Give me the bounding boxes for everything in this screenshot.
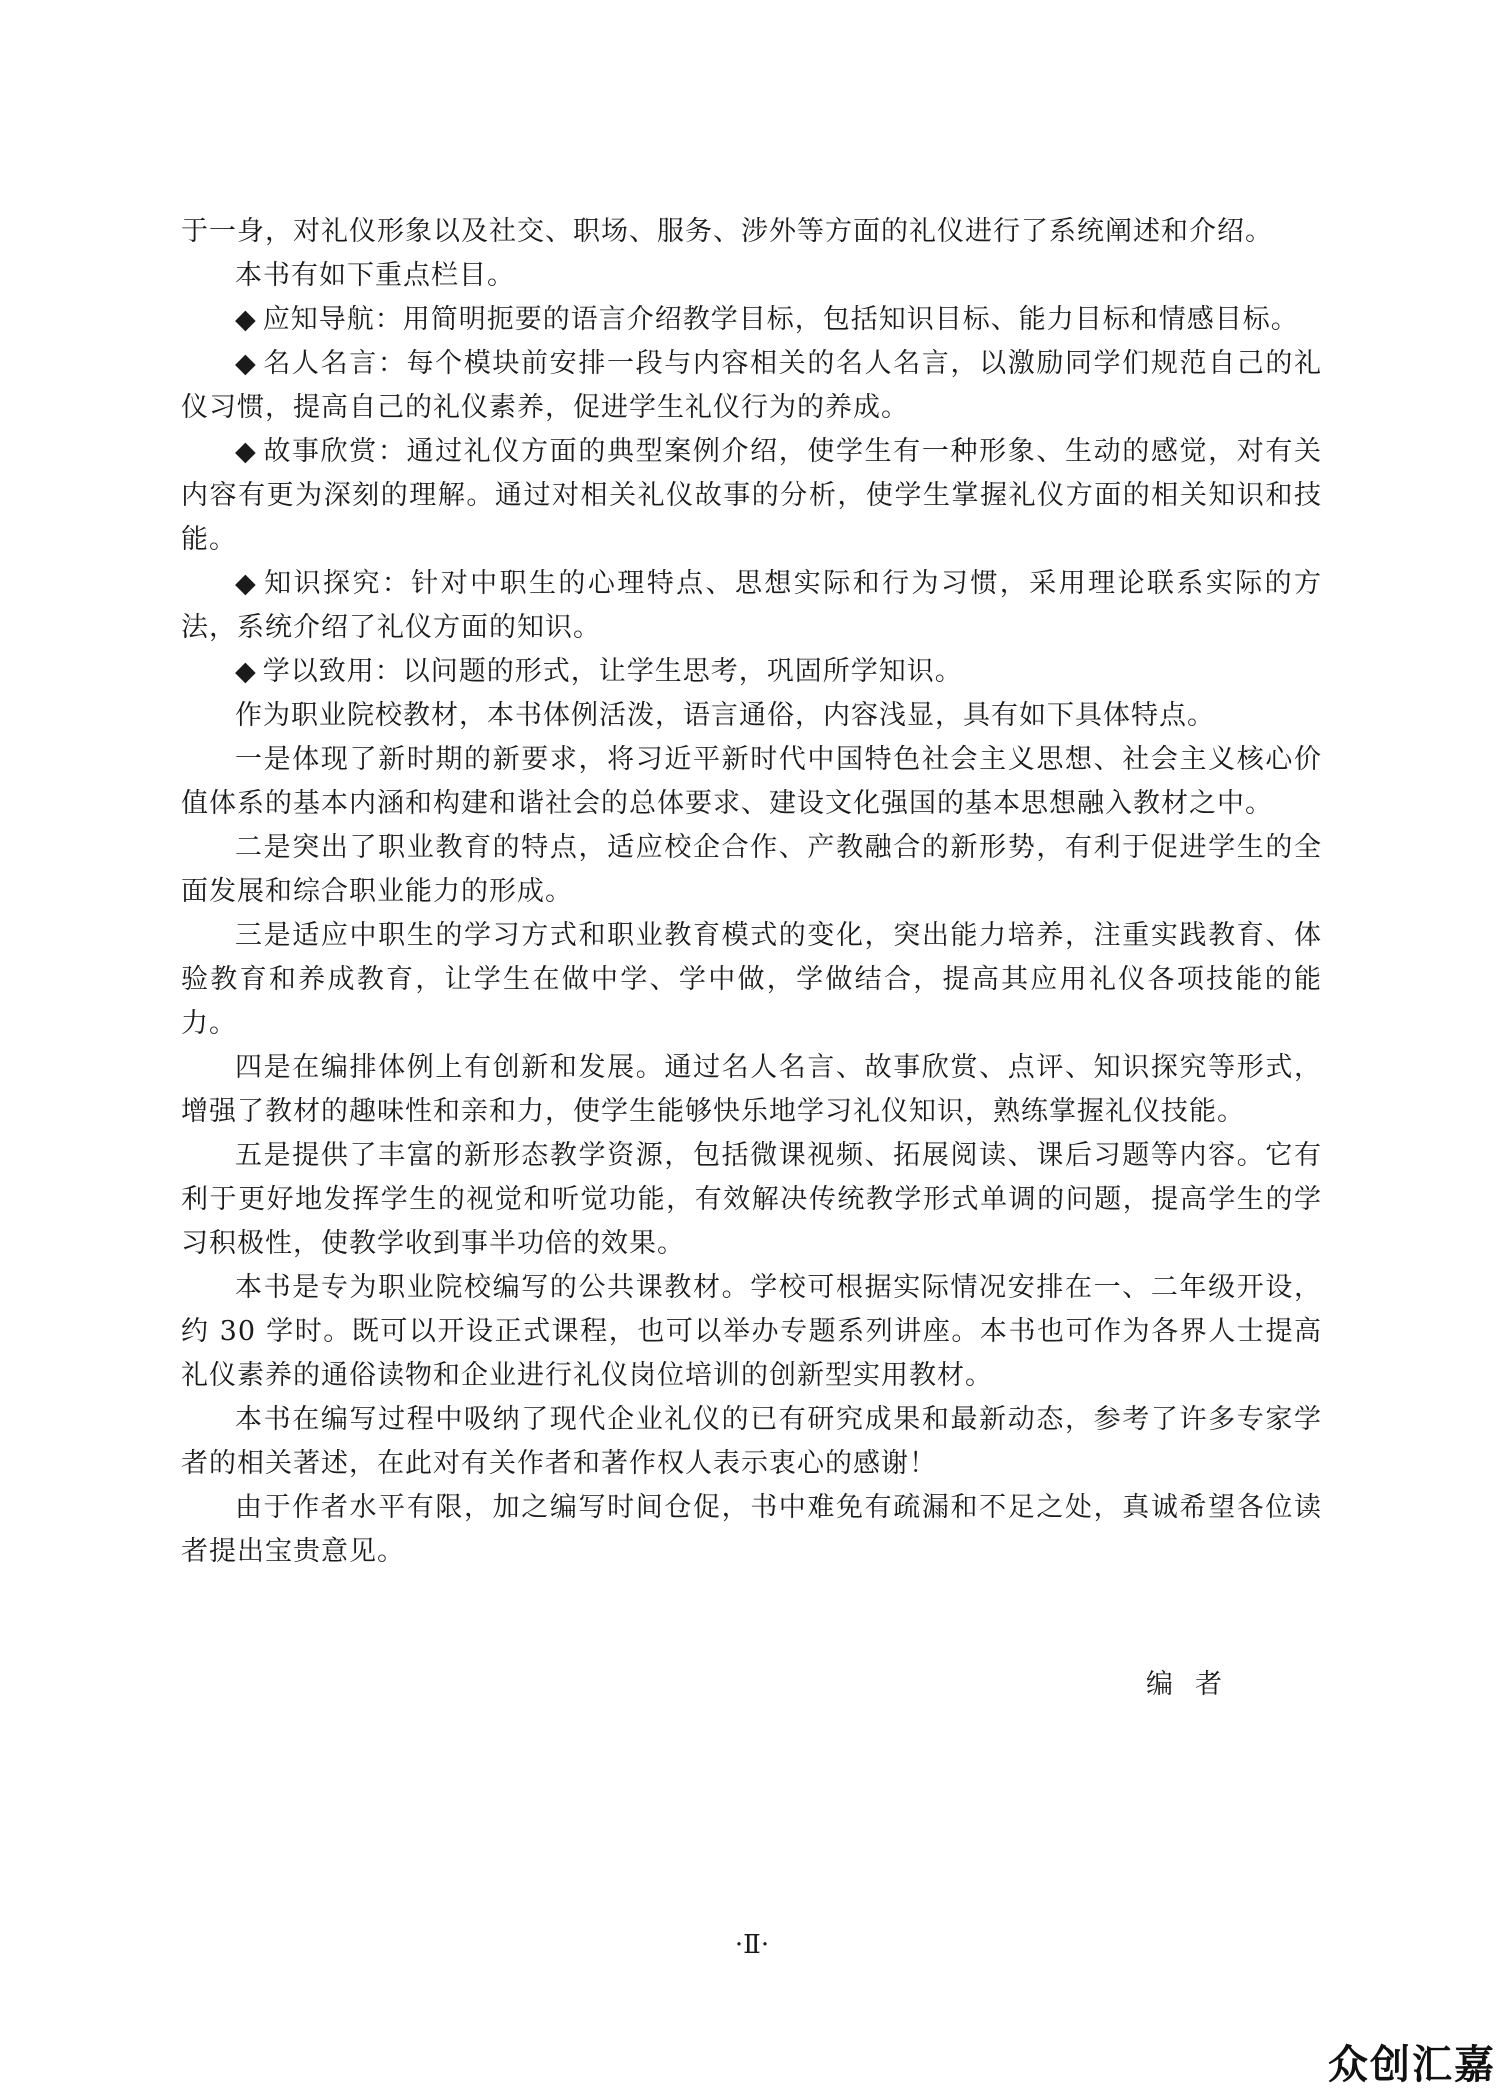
page-number: ·Ⅱ· [734, 1930, 770, 1960]
paragraph-text: 学以致用：以问题的形式，让学生思考，巩固所学知识。 [262, 656, 963, 687]
diamond-bullet-icon: ◆ [235, 348, 258, 379]
bullet-paragraph [181, 342, 1322, 430]
author-signature: 编者 [1146, 1669, 1244, 1700]
body-paragraph [181, 826, 1322, 914]
body-paragraph [181, 1046, 1322, 1134]
body-paragraph [181, 254, 1322, 298]
paragraph-text: 本书在编写过程中吸纳了现代企业礼仪的已有研究成果和最新动态，参考了许多专家学者的相关著述，在此对有关作者和著作权人表示衷心的感谢！ [181, 1404, 1322, 1479]
paragraph-text: 二是突出了职业教育的特点，适应校企合作、产教融合的新形势，有利于促进学生的全面发展和综合职业能力的形成。 [181, 832, 1322, 907]
paragraph-text: 应知导航：用简明扼要的语言介绍教学目标，包括知识目标、能力目标和情感目标。 [262, 304, 1299, 335]
body-paragraph [181, 1134, 1322, 1266]
paragraph-text: 四是在编排体例上有创新和发展。通过名人名言、故事欣赏、点评、知识探究等形式，增强了教材的趣味性和亲和力，使学生能够快乐地学习礼仪知识，熟练掌握礼仪技能。 [181, 1052, 1322, 1127]
preface-body [181, 210, 1322, 1574]
paragraph-text: 于一身，对礼仪形象以及社交、职场、服务、涉外等方面的礼仪进行了系统阐述和介绍。 [181, 216, 1273, 247]
paragraph-text: 作为职业院校教材，本书体例活泼，语言通俗，内容浅显，具有如下具体特点。 [235, 700, 1215, 731]
paragraph-text: 三是适应中职生的学习方式和职业教育模式的变化，突出能力培养，注重实践教育、体验教育和养成教育，让学生在做中学、学中做，学做结合，提高其应用礼仪各项技能的能力。 [181, 920, 1322, 1039]
paragraph-text: 一是体现了新时期的新要求，将习近平新时代中国特色社会主义思想、社会主义核心价值体系的基本内涵和构建和谐社会的总体要求、建设文化强国的基本思想融入教材之中。 [181, 744, 1322, 819]
body-paragraph [181, 1398, 1322, 1486]
paragraph-text: 本书有如下重点栏目。 [235, 260, 515, 291]
body-paragraph [181, 1266, 1322, 1398]
paragraph-text: 知识探究：针对中职生的心理特点、思想实际和行为习惯，采用理论联系实际的方法，系统介绍了礼仪方面的知识。 [181, 568, 1322, 643]
body-paragraph [181, 1486, 1322, 1574]
paragraph-text: 五是提供了丰富的新形态教学资源，包括微课视频、拓展阅读、课后习题等内容。它有利于更好地发挥学生的视觉和听觉功能，有效解决传统教学形式单调的问题，提高学生的学习积极性，使教学收到事半功倍的效果。 [181, 1140, 1322, 1259]
body-paragraph [181, 914, 1322, 1046]
bullet-paragraph [181, 650, 1322, 694]
paragraph-text: 由于作者水平有限，加之编写时间仓促，书中难免有疏漏和不足之处，真诚希望各位读者提出宝贵意见。 [181, 1492, 1322, 1567]
paragraph-text: 本书是专为职业院校编写的公共课教材。学校可根据实际情况安排在一、二年级开设，约 30 学时。既可以开设正式课程，也可以举办专题系列讲座。本书也可作为各界人士提高礼仪素养的通俗读物和企业进行礼仪岗位培训的创新型实用教材。 [181, 1272, 1322, 1391]
bullet-paragraph [181, 562, 1322, 650]
diamond-bullet-icon: ◆ [235, 568, 259, 599]
bullet-paragraph [181, 298, 1322, 342]
bullet-paragraph [181, 430, 1322, 562]
body-paragraph [181, 210, 1322, 254]
paragraph-text: 故事欣赏：通过礼仪方面的典型案例介绍，使学生有一种形象、生动的感觉，对有关内容有更为深刻的理解。通过对相关礼仪故事的分析，使学生掌握礼仪方面的相关知识和技能。 [181, 436, 1323, 555]
diamond-bullet-icon: ◆ [235, 304, 257, 335]
paragraph-text: 名人名言：每个模块前安排一段与内容相关的名人名言，以激励同学们规范自己的礼仪习惯，提高自己的礼仪素养，促进学生礼仪行为的养成。 [181, 348, 1323, 423]
body-paragraph [181, 694, 1322, 738]
body-paragraph [181, 738, 1322, 826]
watermark-logo: 众创汇嘉 [1328, 2042, 1496, 2088]
diamond-bullet-icon: ◆ [235, 436, 258, 467]
diamond-bullet-icon: ◆ [235, 656, 257, 687]
